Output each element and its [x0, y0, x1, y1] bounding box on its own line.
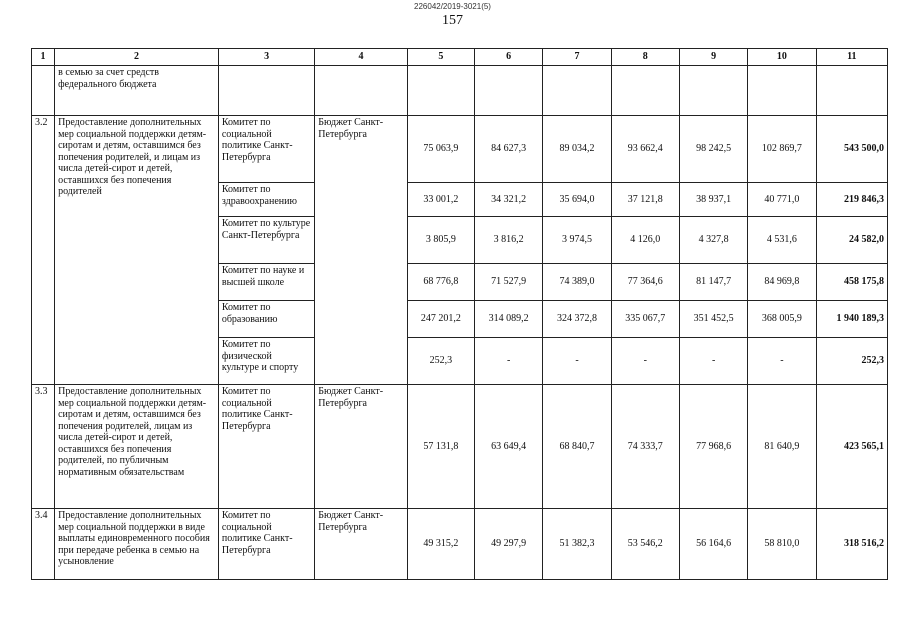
column-header: 5 — [407, 49, 474, 66]
column-header: 10 — [748, 49, 816, 66]
column-header: 7 — [543, 49, 611, 66]
row-number: 3.2 — [32, 116, 55, 385]
value-cell: 102 869,7 — [748, 116, 816, 183]
value-cell: 3 805,9 — [407, 217, 474, 264]
table-row — [32, 509, 888, 580]
funding-source: Бюджет Санкт-Петербурга — [315, 509, 407, 580]
value-cell: 74 389,0 — [543, 264, 611, 301]
executor-cell: Комитет по физической культуре и спорту — [218, 338, 314, 385]
value-cell: 74 333,7 — [611, 385, 679, 509]
executor-cell: Комитет по социальной политике Санкт-Петербурга — [218, 116, 314, 183]
executor-cell: Комитет по социальной политике Санкт-Петербурга — [218, 509, 314, 580]
funding-source: Бюджет Санкт-Петербурга — [315, 116, 407, 385]
column-header: 1 — [32, 49, 55, 66]
value-cell: 314 089,2 — [475, 301, 543, 338]
total-cell: 543 500,0 — [816, 116, 887, 183]
value-cell: 34 321,2 — [475, 183, 543, 217]
value-cell: 33 001,2 — [407, 183, 474, 217]
value-cell: 4 531,6 — [748, 217, 816, 264]
value-cell: 38 937,1 — [679, 183, 747, 217]
value-cell: 368 005,9 — [748, 301, 816, 338]
value-cell: 56 164,6 — [679, 509, 747, 580]
value-cell: 57 131,8 — [407, 385, 474, 509]
executor-cell: Комитет по культуре Санкт-Петербурга — [218, 217, 314, 264]
value-cell: 68 840,7 — [543, 385, 611, 509]
value-cell: 51 382,3 — [543, 509, 611, 580]
value-cell: - — [611, 338, 679, 385]
total-cell: 458 175,8 — [816, 264, 887, 301]
row-number: 3.3 — [32, 385, 55, 509]
value-cell: 35 694,0 — [543, 183, 611, 217]
program-funding-table — [31, 48, 888, 580]
value-cell: 3 816,2 — [475, 217, 543, 264]
value-cell: 4 327,8 — [679, 217, 747, 264]
executor-cell: Комитет по здравоохранению — [218, 183, 314, 217]
measure-name: Предоставление дополнительных мер социальной поддержки детям-сиротам и детям, оставшимся без попечения родителей, лицам из числа детей-сирот и детей, оставшихся без попечения родителей, по публичным нормативным обязательствам — [55, 385, 219, 509]
value-cell: 53 546,2 — [611, 509, 679, 580]
column-header: 6 — [475, 49, 543, 66]
value-cell: 335 067,7 — [611, 301, 679, 338]
value-cell: 89 034,2 — [543, 116, 611, 183]
value-cell: 40 771,0 — [748, 183, 816, 217]
row-number: 3.4 — [32, 509, 55, 580]
value-cell: 68 776,8 — [407, 264, 474, 301]
value-cell: - — [679, 338, 747, 385]
value-cell: 81 640,9 — [748, 385, 816, 509]
value-cell: 77 968,6 — [679, 385, 747, 509]
value-cell: 324 372,8 — [543, 301, 611, 338]
document-id: 226042/2019-3021(5) — [414, 2, 491, 11]
value-cell: 84 627,3 — [475, 116, 543, 183]
value-cell: 81 147,7 — [679, 264, 747, 301]
value-cell: 37 121,8 — [611, 183, 679, 217]
column-header: 9 — [679, 49, 747, 66]
total-cell: 1 940 189,3 — [816, 301, 887, 338]
measure-name-continued: в семью за счет средств федерального бюджета — [55, 66, 219, 116]
total-cell: 252,3 — [816, 338, 887, 385]
value-cell: 3 974,5 — [543, 217, 611, 264]
table-row — [32, 66, 888, 116]
total-cell: 219 846,3 — [816, 183, 887, 217]
column-number-row — [32, 49, 888, 66]
table-row — [32, 385, 888, 509]
value-cell: 75 063,9 — [407, 116, 474, 183]
executor-cell: Комитет по образованию — [218, 301, 314, 338]
total-cell: 423 565,1 — [816, 385, 887, 509]
value-cell: 77 364,6 — [611, 264, 679, 301]
column-header: 4 — [315, 49, 407, 66]
measure-name: Предоставление дополнительных мер социальной поддержки детям-сиротам и детям, оставшимся без попечения родителей, и лицам из числа детей-сирот и детей, оставшихся без попечения родителей — [55, 116, 219, 385]
table-row — [32, 116, 888, 183]
value-cell: 98 242,5 — [679, 116, 747, 183]
column-header: 2 — [55, 49, 219, 66]
value-cell: 49 297,9 — [475, 509, 543, 580]
value-cell: - — [475, 338, 543, 385]
value-cell: 252,3 — [407, 338, 474, 385]
value-cell: 63 649,4 — [475, 385, 543, 509]
executor-cell: Комитет по науке и высшей школе — [218, 264, 314, 301]
value-cell: 58 810,0 — [748, 509, 816, 580]
page-number: 157 — [442, 13, 463, 28]
column-header: 3 — [218, 49, 314, 66]
measure-name: Предоставление дополнительных мер социальной поддержки в виде выплаты единовременного пособия при передаче ребенка в семью на усыновление — [55, 509, 219, 580]
value-cell: 93 662,4 — [611, 116, 679, 183]
value-cell: 351 452,5 — [679, 301, 747, 338]
value-cell: 84 969,8 — [748, 264, 816, 301]
total-cell: 24 582,0 — [816, 217, 887, 264]
value-cell: 247 201,2 — [407, 301, 474, 338]
value-cell: 71 527,9 — [475, 264, 543, 301]
column-header: 8 — [611, 49, 679, 66]
executor-cell: Комитет по социальной политике Санкт-Петербурга — [218, 385, 314, 509]
value-cell: 4 126,0 — [611, 217, 679, 264]
value-cell: 49 315,2 — [407, 509, 474, 580]
funding-source: Бюджет Санкт-Петербурга — [315, 385, 407, 509]
value-cell: - — [748, 338, 816, 385]
value-cell: - — [543, 338, 611, 385]
total-cell: 318 516,2 — [816, 509, 887, 580]
column-header: 11 — [816, 49, 887, 66]
